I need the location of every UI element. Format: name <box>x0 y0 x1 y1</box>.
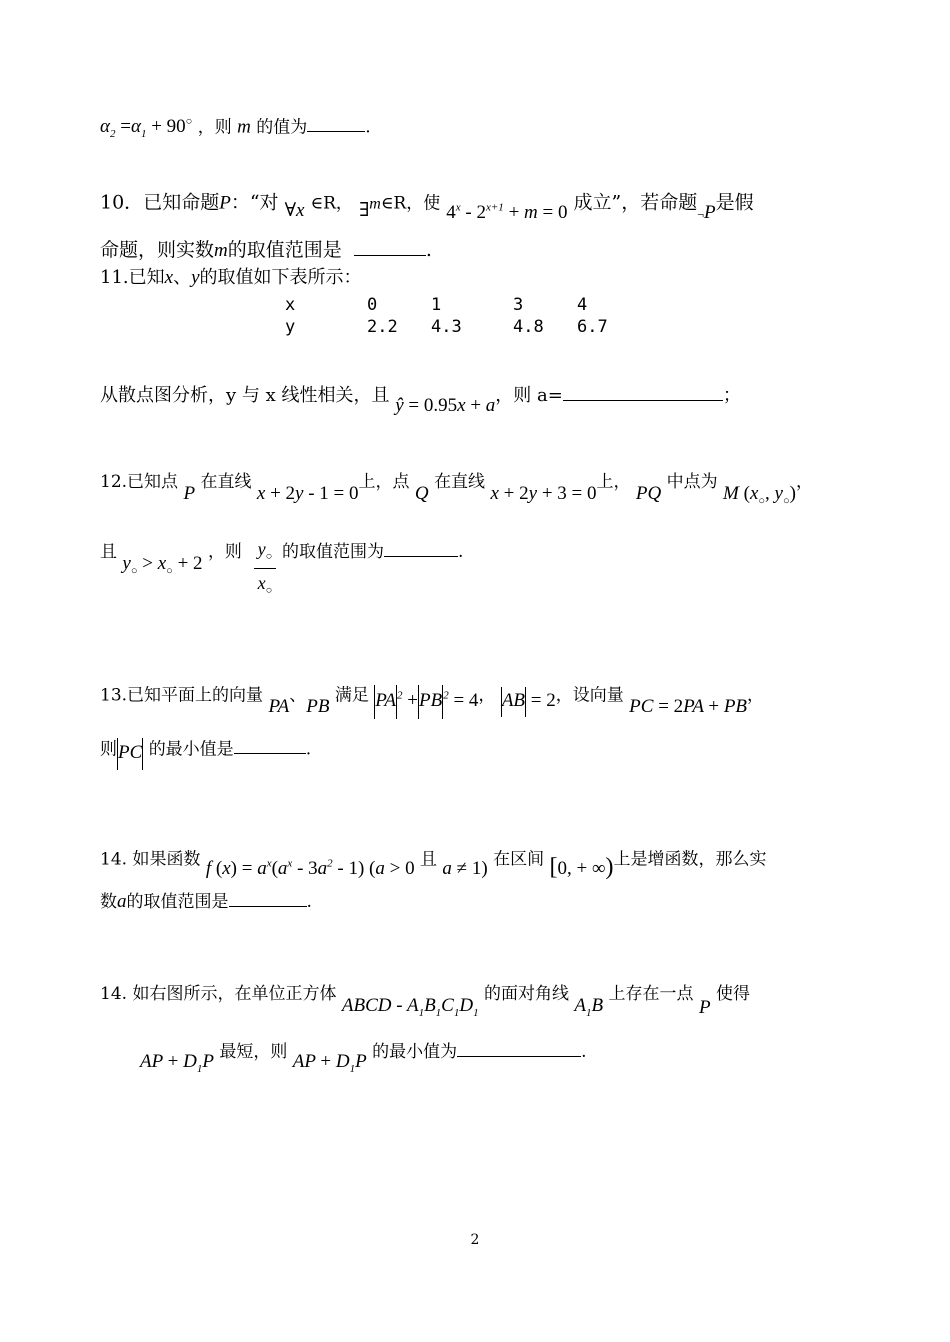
q10-var-x: x <box>296 200 305 222</box>
q11-equation: ŷ = 0.95x + a <box>395 395 496 416</box>
q10-in-R-1: ∈R， <box>310 193 353 214</box>
q10-text-1: 已知命题 <box>143 191 220 214</box>
q12-line2-text-b: ，则 <box>207 542 242 562</box>
q10-var-P: P <box>219 192 231 214</box>
q12-number: 12. <box>100 472 128 492</box>
q14a-line2-text-b: 的取值范围是 <box>126 892 229 912</box>
q14b-end: . <box>581 1042 587 1062</box>
q13-vector-PB: PB <box>306 696 330 718</box>
q14a-var-a: a <box>117 891 127 912</box>
table-row <box>285 316 637 338</box>
q12-comma: ， <box>795 472 813 492</box>
q13-end: . <box>305 739 312 760</box>
q12-line1 <box>100 470 813 507</box>
q13-vector-PC: PC = 2PA + PB <box>629 696 748 718</box>
q10-text-4: 是假 <box>715 191 754 214</box>
q11-sep: 、 <box>173 267 192 288</box>
q12-text-2: 在直线 <box>200 472 252 492</box>
q12-text-3: 上，点 <box>358 472 410 492</box>
table-cell: 0 <box>367 295 378 315</box>
q14b-answer-blank[interactable] <box>457 1042 581 1057</box>
q12-condition: $y_○ > x_○ + 2$ <box>122 553 203 577</box>
q14a-answer-blank[interactable] <box>229 892 307 907</box>
q12-text-6: 中点为 <box>666 472 718 492</box>
q11-after-text-2: ，则 a= <box>495 385 563 406</box>
q14b-text-3: 上存在一点 <box>608 984 694 1004</box>
q10-line1 <box>100 186 754 224</box>
q14a-text-3: 上是增函数，那么实 <box>613 849 767 870</box>
q9-var: m <box>237 116 251 138</box>
q14b-text-4: 使得 <box>715 984 750 1004</box>
table-cell: x <box>285 295 296 315</box>
q14a-text-2: 在区间 <box>493 849 545 870</box>
q13-comma-2: ， <box>747 685 765 706</box>
q13-vector-PA: PA <box>268 696 290 718</box>
q11-number: 11. <box>100 267 129 288</box>
q14b-number: 14. <box>100 984 128 1004</box>
q13-abs-PC: PC <box>117 742 143 763</box>
q11-answer-blank[interactable] <box>563 386 723 401</box>
q9-formula: $\alpha_2 =\alpha_1 + 90^○$ <box>100 116 193 141</box>
q13-number: 13. <box>100 685 128 706</box>
q10-equation: $4^x - 2^{x+1} + m = 0$ <box>446 202 568 224</box>
q10-number: 10． <box>100 191 144 214</box>
q13-line1 <box>100 678 765 718</box>
q12-segment-PQ: PQ <box>635 483 662 504</box>
table-cell: 1 <box>431 295 442 315</box>
q12-fraction: $y_○$ $x_○$ <box>254 538 276 604</box>
q11-var-x: x <box>164 267 174 288</box>
q11-line2 <box>100 384 741 416</box>
q14a-function: f $(x) = a^x(a^x - 3a^2 - 1) (a > 0$ <box>205 858 415 880</box>
q9-tail-line <box>100 110 371 146</box>
q13-comma-1: ， <box>478 685 496 706</box>
q11-after-text-1: 从散点图分析，y 与 x 线性相关，且 <box>100 385 390 406</box>
q10-forall-symbol: ∀ <box>284 200 297 222</box>
q14a-line2 <box>100 890 312 914</box>
q14b-cube: ABCD - $A_1B_1C_1D_1$ <box>341 995 479 1019</box>
q14b-line1 <box>100 982 750 1019</box>
q9-answer-blank[interactable] <box>307 117 365 132</box>
table-cell: 4 <box>577 295 588 315</box>
q10-answer-blank[interactable] <box>354 241 426 256</box>
q13-text-2: 满足 <box>334 685 369 706</box>
q14b-expression-1: AP + $D_1P$ <box>140 1051 214 1075</box>
q11-text-2: 的取值如下表所示： <box>199 267 362 288</box>
q10-neg-P: ¬P <box>697 202 716 224</box>
q11-end: ； <box>722 385 741 406</box>
q10-line2-text: 命题，则实数 <box>100 239 215 261</box>
q13-condition-1: $PA^2 +PB^2 = 4$ <box>374 690 478 711</box>
q11-value-table <box>285 294 637 338</box>
q14a-condition: a ≠ 1) <box>442 858 488 880</box>
q14a-number: 14. <box>100 849 128 870</box>
q14a-and: 且 <box>420 849 437 870</box>
q12-line-1-eq: x + 2y - 1 = 0 <box>256 483 359 504</box>
q12-line2-tail <box>282 540 463 564</box>
q13-line2-text-b: 的最小值是 <box>148 739 234 760</box>
q12-end: . <box>458 542 464 562</box>
q10-text-2: ：“对 <box>230 191 279 214</box>
q14b-var-P: P <box>698 997 711 1018</box>
q12-text-4: 在直线 <box>434 472 486 492</box>
table-cell: 4.3 <box>431 317 462 337</box>
q12-line2-text-a: 且 <box>100 542 117 562</box>
q11-var-y: y <box>191 267 200 288</box>
q13-answer-blank[interactable] <box>234 739 306 754</box>
q12-text-5: 上， <box>596 472 631 492</box>
q14a-text-1: 如果函数 <box>132 849 201 870</box>
q12-text-1: 已知点 <box>127 472 179 492</box>
q12-answer-blank[interactable] <box>384 542 458 557</box>
table-cell: y <box>285 317 296 337</box>
q11-text-1: 已知 <box>128 267 165 288</box>
table-cell: 6.7 <box>577 317 608 337</box>
q10-line2-text-b: 的取值范围是 <box>227 239 342 261</box>
q10-text-3: 成立”，若命题 <box>573 191 698 214</box>
table-row <box>285 294 637 316</box>
q12-var-P: P <box>183 483 196 504</box>
q14b-text-2: 的面对角线 <box>484 984 569 1004</box>
q14b-text-1: 如右图所示，在单位正方体 <box>132 984 337 1004</box>
q14a-interval: [0, + ∞) <box>549 854 614 881</box>
q14a-line1 <box>100 842 767 881</box>
q10-in-R-2: ∈R，使 <box>380 193 441 214</box>
page-number: 2 <box>470 1232 480 1248</box>
q12-midpoint-M: M ($x_○$, $y_○$) <box>723 483 796 507</box>
q12-var-Q: Q <box>414 483 429 504</box>
q14b-line2-text-b: 的最小值为 <box>372 1042 458 1062</box>
q9-text2: 的值为 <box>256 117 308 138</box>
q11-line1 <box>100 266 362 290</box>
table-cell: 4.8 <box>513 317 544 337</box>
q14a-end: . <box>306 892 312 912</box>
q10-var-m-2: m <box>214 240 228 261</box>
q12-line2-text-c: 的取值范围为 <box>282 542 384 562</box>
q10-var-m: m <box>369 195 381 213</box>
q13-text-1: 已知平面上的向量 <box>127 685 264 706</box>
q12-line-2-eq: x + 2y + 3 = 0 <box>490 483 597 504</box>
q13-line2-text-a: 则 <box>100 739 117 760</box>
q13-condition-2: AB = 2 <box>501 690 556 711</box>
q13-line2 <box>100 734 311 766</box>
q14b-diagonal: $A_1B$ <box>574 995 604 1019</box>
q9-end: . <box>365 117 371 138</box>
table-cell: 3 <box>513 295 524 315</box>
q14b-line2 <box>140 1040 587 1075</box>
q14b-line2-text-a: 最短，则 <box>219 1042 288 1062</box>
q10-line2 <box>100 238 432 263</box>
q10-end: . <box>425 239 432 261</box>
q10-exists-symbol: ∃ <box>358 200 370 222</box>
q13-text-3: ，设向量 <box>555 685 624 706</box>
q12-line2 <box>100 540 242 577</box>
q9-text: ，则 <box>197 117 232 138</box>
q13-sep: 、 <box>289 685 307 706</box>
q14b-expression-2: AP + $D_1P$ <box>292 1051 367 1075</box>
table-cell: 2.2 <box>367 317 398 337</box>
q14a-line2-text-a: 数 <box>100 892 117 912</box>
